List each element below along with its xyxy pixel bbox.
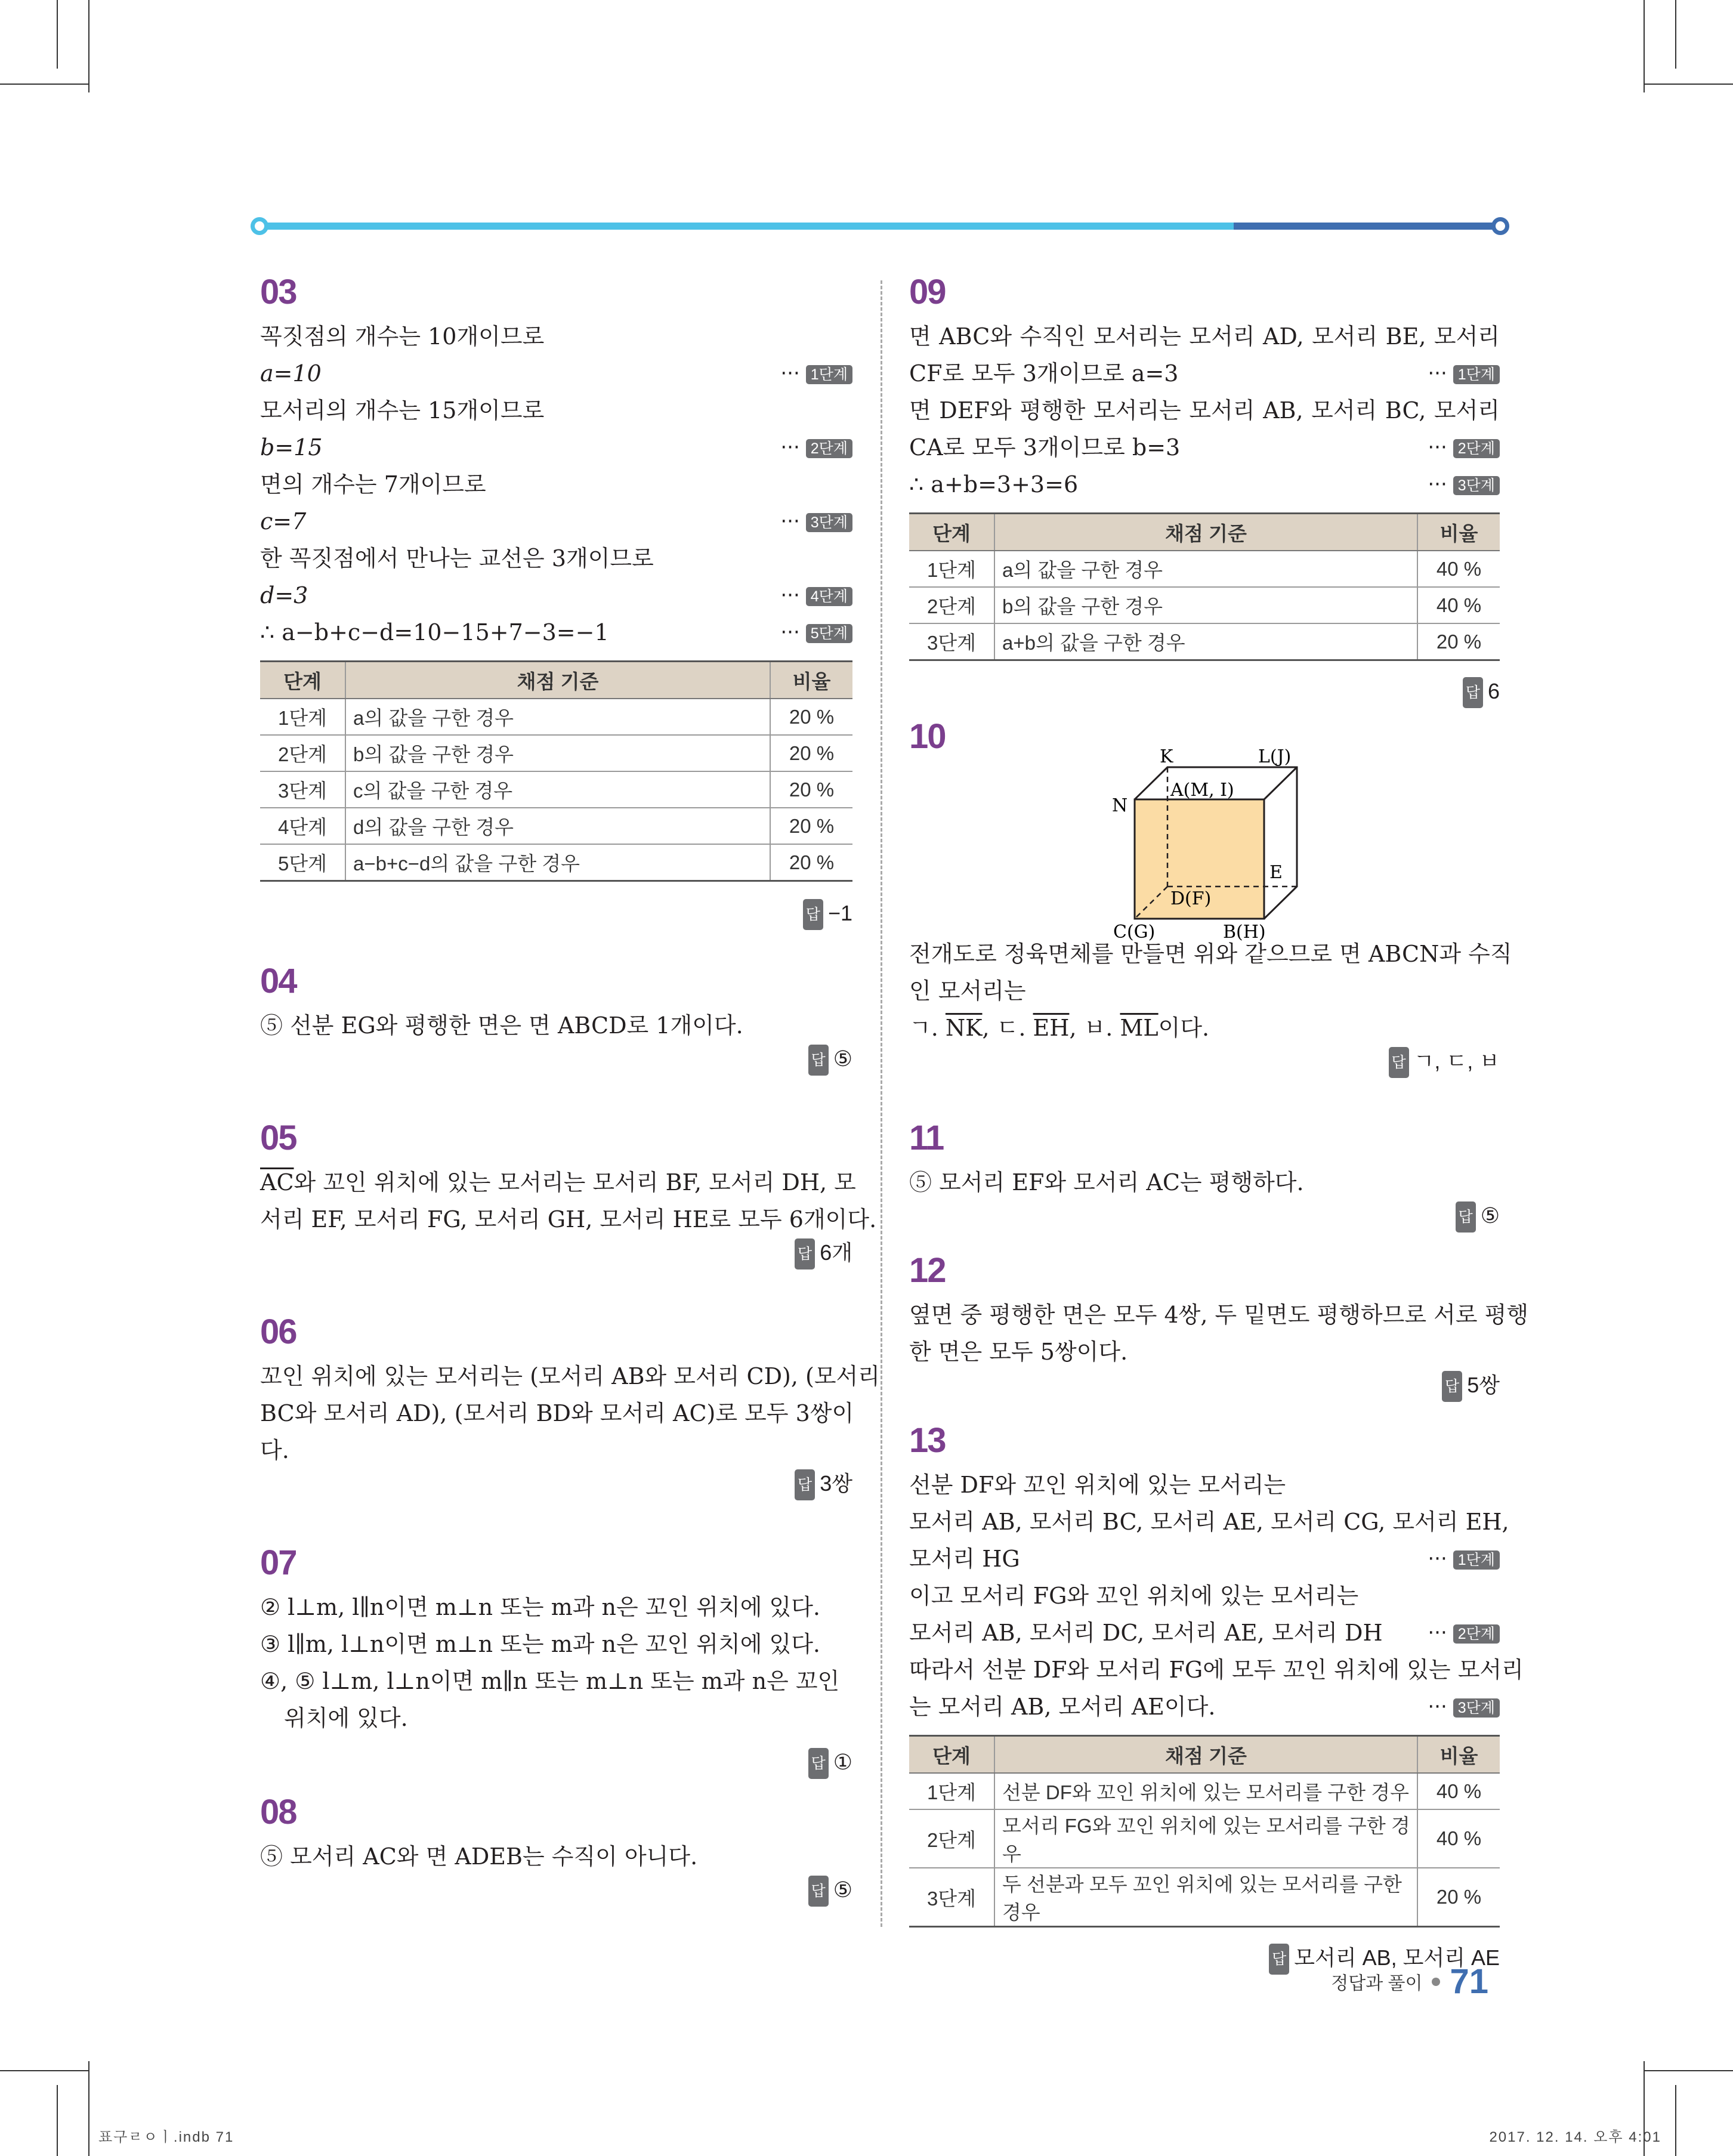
answer-badge: 답 [808, 1045, 829, 1076]
step-marker: ··· 3단계 [1428, 1688, 1500, 1725]
solution-line: 따라서 선분 DF와 모서리 FG에 모두 꼬인 위치에 있는 모서리 [909, 1657, 1524, 1683]
solution-line [260, 1164, 856, 1201]
table-row [909, 1773, 1500, 1809]
step-marker: ··· 3단계 [780, 503, 852, 540]
table-row [260, 699, 852, 735]
line-text: 선분 DF와 꼬인 위치에 있는 모서리는 [909, 1472, 1286, 1498]
table-row [909, 623, 1500, 660]
crop-mark [57, 0, 58, 69]
answer-value: −1 [827, 901, 852, 925]
solution-line: 꼬인 위치에 있는 모서리는 (모서리 AB와 모서리 CD), (모서리 [260, 1363, 880, 1389]
line-text: 이고 모서리 FG와 꼬인 위치에 있는 모서리는 [909, 1583, 1359, 1609]
criteria-cell: a의 값을 구한 경우 [994, 551, 1417, 587]
crop-mark [57, 2085, 58, 2156]
line-text: ② l⊥m, l∥n이면 m⊥n 또는 m과 n은 꼬인 위치에 있다. [260, 1594, 820, 1620]
table-row [909, 587, 1500, 623]
segment-label: $\overline{ML}$ [1120, 1015, 1159, 1041]
answer-value: 3쌍 [820, 1471, 852, 1496]
solution-line [260, 355, 852, 392]
step-marker: ··· 5단계 [780, 614, 852, 651]
solution-line [260, 466, 852, 503]
answer-line [260, 1747, 852, 1781]
solution-line [909, 1164, 1500, 1201]
solution-line [260, 1838, 852, 1875]
answer-badge: 답 [1456, 1201, 1476, 1233]
line-text: d=3 [260, 582, 308, 609]
stage-cell: 3단계 [909, 623, 994, 660]
solution-line [260, 614, 852, 651]
table-row [260, 808, 852, 844]
solution-line [260, 318, 852, 355]
cube-edge [1264, 767, 1297, 799]
ratio-cell: 20 % [770, 808, 852, 844]
solution-line [909, 1577, 1500, 1614]
problem-number: 11 [909, 1119, 944, 1157]
table-header: 채점 기준 [345, 662, 770, 699]
problem-number: 13 [909, 1421, 946, 1460]
item-label: , ㅂ. [1069, 1015, 1120, 1041]
page-number: 71 [1450, 1962, 1488, 2001]
ratio-cell: 40 % [1417, 1773, 1500, 1809]
crop-mark [88, 2061, 89, 2156]
solution-line [909, 466, 1500, 503]
solution-line: 전개도로 정육면체를 만들면 위와 같으므로 면 ABCN과 수직 [909, 941, 1512, 967]
ratio-cell: 40 % [1417, 587, 1500, 623]
answer-value: 5쌍 [1467, 1373, 1500, 1397]
step-badge: 1단계 [806, 365, 852, 384]
table-header: 채점 기준 [994, 514, 1417, 551]
stage-cell: 1단계 [909, 551, 994, 587]
solution-line [909, 1333, 1500, 1370]
line-text: ③ l∥m, l⊥n이면 m⊥n 또는 m과 n은 꼬인 위치에 있다. [260, 1631, 820, 1657]
table-row [260, 844, 852, 881]
ratio-cell: 20 % [1417, 1868, 1500, 1927]
solution-line [909, 1540, 1500, 1577]
step-marker: ··· 4단계 [780, 577, 852, 614]
segment-label: $\overline{NK}$ [945, 1015, 983, 1041]
answer-badge: 답 [1269, 1944, 1289, 1975]
item-label: 이다. [1158, 1015, 1210, 1041]
vertex-label: K [1160, 746, 1173, 767]
answer-line [260, 1238, 852, 1271]
line-text: ④, ⑤ l⊥m, l⊥n이면 m∥n 또는 m⊥n 또는 m과 n은 꼬인 [260, 1668, 840, 1694]
solution-line [260, 503, 852, 540]
crop-mark [1644, 2070, 1733, 2071]
solution-line [260, 1432, 852, 1469]
solution-line [909, 1009, 1500, 1046]
answer-line [260, 1044, 852, 1077]
header-bar-right-cap [1491, 217, 1509, 235]
vertex-label: A(M, I) [1170, 780, 1234, 801]
table-row [909, 551, 1500, 587]
table-header: 비율 [1417, 514, 1500, 551]
line-text: 모서리의 개수는 15개이므로 [260, 397, 545, 424]
crop-mark [0, 2070, 89, 2071]
answer-badge: 답 [808, 1876, 829, 1907]
line-text: 는 모서리 AB, 모서리 AE이다. [909, 1694, 1216, 1720]
table-header: 비율 [1417, 1736, 1500, 1774]
solution-line [909, 429, 1500, 466]
answer-value: 6개 [820, 1240, 852, 1265]
step-marker: ··· 2단계 [1428, 429, 1500, 466]
problem-09 [909, 271, 1500, 710]
criteria-cell: 두 선분과 모두 꼬인 위치에 있는 모서리를 구한 경우 [994, 1868, 1417, 1927]
table-row [260, 735, 852, 771]
step-badge: 5단계 [806, 624, 852, 643]
page-footer [1331, 1962, 1488, 2001]
table-header: 단계 [909, 1736, 994, 1774]
criteria-cell: c의 값을 구한 경우 [345, 771, 770, 808]
answer-line [909, 1046, 1500, 1080]
cube-figure [909, 745, 1500, 943]
answer-value: ① [833, 1750, 852, 1774]
solution-line: 면 DEF와 평행한 모서리는 모서리 AB, 모서리 BC, 모서리 [909, 397, 1500, 424]
segment-label: $\overline{EH}$ [1033, 1015, 1070, 1041]
step-marker: ··· 3단계 [1428, 466, 1500, 503]
line-text: ⑤ 모서리 AC와 면 ADEB는 수직이 아니다. [260, 1843, 698, 1870]
criteria-cell: b의 값을 구한 경우 [345, 735, 770, 771]
ratio-cell: 20 % [1417, 623, 1500, 660]
problem-number: 10 [909, 717, 946, 756]
line-text: 다. [260, 1437, 289, 1463]
answer-value: ⑤ [1480, 1203, 1500, 1228]
problem-number: 06 [260, 1312, 296, 1351]
step-badge: 3단계 [1453, 1698, 1500, 1718]
solution-line [260, 1626, 852, 1663]
line-text: CF로 모두 3개이므로 a=3 [909, 360, 1179, 387]
criteria-cell: a의 값을 구한 경우 [345, 699, 770, 735]
item-label: ㄱ. [909, 1015, 946, 1041]
solution-line [260, 1589, 852, 1626]
crop-mark [1675, 0, 1676, 69]
problem-number: 09 [909, 273, 946, 311]
answer-line [909, 677, 1500, 710]
solution-line: 모서리 AB, 모서리 BC, 모서리 AE, 모서리 CG, 모서리 EH, [909, 1509, 1509, 1535]
line-text: 위치에 있다. [284, 1705, 408, 1731]
crop-mark [0, 84, 89, 85]
footer-label: 정답과 풀이 [1331, 1973, 1423, 1994]
answer-line [260, 1469, 852, 1502]
solution-line [909, 1688, 1500, 1725]
line-text: 한 꼭짓점에서 만나는 교선은 3개이므로 [260, 545, 654, 572]
step-marker: ··· 1단계 [1428, 355, 1500, 392]
answer-value: ⑤ [833, 1046, 852, 1071]
answer-value: ㄱ, ㄷ, ㅂ [1413, 1049, 1500, 1073]
step-badge: 2단계 [1453, 1624, 1500, 1644]
step-marker: ··· 2단계 [1428, 1614, 1500, 1651]
table-header: 채점 기준 [994, 1736, 1417, 1774]
solution-line [260, 1201, 877, 1238]
line-text: CA로 모두 3개이므로 b=3 [909, 434, 1181, 461]
table-row [909, 1809, 1500, 1868]
line-text: 면의 개수는 7개이므로 [260, 471, 486, 498]
step-marker: ··· 1단계 [1428, 1540, 1500, 1577]
header-bar-light [261, 223, 1234, 230]
crop-mark [1644, 84, 1733, 85]
line-text: 모서리 HG [909, 1546, 1020, 1572]
criteria-cell: a+b의 값을 구한 경우 [994, 623, 1417, 660]
vertex-label: N [1112, 795, 1128, 816]
solution-line: 옆면 중 평행한 면은 모두 4쌍, 두 밑면도 평행하므로 서로 평행 [909, 1302, 1529, 1328]
step-marker: ··· 1단계 [780, 355, 852, 392]
answer-line [909, 1370, 1500, 1404]
stage-cell: 2단계 [909, 587, 994, 623]
grading-table [909, 1735, 1500, 1928]
solution-line [909, 1614, 1500, 1651]
solution-line [909, 355, 1500, 392]
answer-value: ⑤ [833, 1877, 852, 1902]
problem-05 [260, 1117, 877, 1271]
line-text: 모서리 AB, 모서리 DC, 모서리 AE, 모서리 DH [909, 1620, 1383, 1646]
solution-line: BC와 모서리 AD), (모서리 BD와 모서리 AC)로 모두 3쌍이 [260, 1400, 854, 1426]
answer-line [260, 898, 852, 932]
problem-13 [909, 1420, 1524, 1976]
stage-cell: 3단계 [260, 771, 345, 808]
answer-badge: 답 [795, 1469, 815, 1500]
solution-line [260, 540, 852, 577]
criteria-cell: 선분 DF와 꼬인 위치에 있는 모서리를 구한 경우 [994, 1773, 1417, 1809]
answer-badge: 답 [1389, 1047, 1409, 1078]
problem-number: 05 [260, 1119, 296, 1157]
problem-07 [260, 1542, 852, 1781]
solution-line [260, 392, 852, 429]
stage-cell: 1단계 [909, 1773, 994, 1809]
solution-line [260, 1007, 852, 1044]
answer-value: 모서리 AB, 모서리 AE [1294, 1945, 1500, 1970]
problem-number: 08 [260, 1793, 296, 1831]
solution-line [260, 429, 852, 466]
crop-mark [88, 0, 89, 92]
step-badge: 4단계 [806, 587, 852, 606]
ratio-cell: 20 % [770, 844, 852, 881]
line-text: ∴ a+b=3+3=6 [909, 471, 1079, 498]
solution-line [909, 972, 1500, 1009]
solution-line [260, 577, 852, 614]
table-header: 비율 [770, 662, 852, 699]
criteria-cell: a−b+c−d의 값을 구한 경우 [345, 844, 770, 881]
line-text: ⑤ 선분 EG와 평행한 면은 면 ABCD로 1개이다. [260, 1012, 743, 1039]
problem-number: 12 [909, 1251, 946, 1290]
stage-cell: 2단계 [909, 1809, 994, 1868]
footer-dot [1432, 1978, 1440, 1986]
answer-badge: 답 [803, 899, 823, 930]
vertex-label: B(H) [1223, 922, 1266, 943]
crop-mark [1644, 0, 1645, 92]
line-text: ∴ a−b+c−d=10−15+7−3=−1 [260, 619, 609, 645]
problem-number: 04 [260, 962, 296, 1000]
table-header: 단계 [909, 514, 994, 551]
ratio-cell: 20 % [770, 771, 852, 808]
answer-badge: 답 [1463, 677, 1483, 708]
criteria-cell: b의 값을 구한 경우 [994, 587, 1417, 623]
answer-line [260, 1875, 852, 1908]
line-text: c=7 [260, 508, 307, 535]
header-bar-dark [1234, 223, 1497, 230]
ratio-cell: 20 % [770, 735, 852, 771]
criteria-cell: d의 값을 구한 경우 [345, 808, 770, 844]
problem-10 [909, 716, 1512, 1080]
table-header: 단계 [260, 662, 345, 699]
grading-table [909, 512, 1500, 661]
problem-04 [260, 960, 852, 1077]
line-text: a=10 [260, 360, 322, 387]
header-bar-left-cap [251, 217, 268, 235]
step-badge: 2단계 [806, 439, 852, 458]
step-marker: ··· 2단계 [780, 429, 852, 466]
answer-line [909, 1201, 1500, 1234]
stage-cell: 1단계 [260, 699, 345, 735]
grading-table [260, 660, 852, 882]
line-text: 한 면은 모두 5쌍이다. [909, 1339, 1128, 1365]
segment-ac: $\overline{AC}$ [260, 1169, 294, 1196]
stage-cell: 5단계 [260, 844, 345, 881]
problem-number: 03 [260, 273, 296, 311]
print-slug-left: 표구ㄹㅇㅣ.indb 71 [98, 2129, 234, 2145]
solution-line [260, 1700, 852, 1737]
column-divider [881, 280, 882, 1927]
item-label: , ㄷ. [982, 1015, 1033, 1041]
step-badge: 3단계 [1453, 476, 1500, 495]
crop-mark [1675, 2085, 1676, 2156]
solution-line [260, 1663, 852, 1700]
step-badge: 1단계 [1453, 1550, 1500, 1570]
print-slug-right: 2017. 12. 14. 오후 4:01 [1489, 2129, 1661, 2145]
ratio-cell: 20 % [770, 699, 852, 735]
problem-03 [260, 271, 852, 932]
vertex-label: E [1269, 862, 1283, 883]
line-text: ⑤ 모서리 EF와 모서리 AC는 평행하다. [909, 1169, 1304, 1196]
vertex-label: L(J) [1258, 746, 1292, 767]
answer-badge: 답 [808, 1748, 829, 1779]
answer-badge: 답 [795, 1238, 815, 1269]
answer-badge: 답 [1442, 1371, 1462, 1402]
ratio-cell: 40 % [1417, 551, 1500, 587]
line-text: 인 모서리는 [909, 978, 1026, 1004]
step-badge: 3단계 [806, 513, 852, 532]
problem-08 [260, 1791, 852, 1908]
stage-cell: 2단계 [260, 735, 345, 771]
line-text: b=15 [260, 434, 323, 461]
criteria-cell: 모서리 FG와 꼬인 위치에 있는 모서리를 구한 경우 [994, 1809, 1417, 1868]
vertex-label: D(F) [1170, 888, 1212, 909]
solution-line: 면 ABC와 수직인 모서리는 모서리 AD, 모서리 BE, 모서리 [909, 323, 1500, 350]
line-text: 와 꼬인 위치에 있는 모서리는 모서리 BF, 모서리 DH, 모 [294, 1169, 856, 1196]
step-badge: 1단계 [1453, 365, 1500, 384]
problem-11 [909, 1117, 1500, 1234]
solution-line [909, 1466, 1500, 1503]
vertex-label: C(G) [1113, 922, 1156, 943]
problem-06 [260, 1311, 880, 1502]
stage-cell: 3단계 [909, 1868, 994, 1927]
answer-value: 6 [1487, 679, 1500, 703]
header-bar [251, 217, 1509, 235]
problem-number: 07 [260, 1543, 296, 1582]
table-row [909, 1868, 1500, 1927]
step-badge: 2단계 [1453, 439, 1500, 458]
line-text: 꼭짓점의 개수는 10개이므로 [260, 323, 545, 350]
ratio-cell: 40 % [1417, 1809, 1500, 1868]
line-text: 서리 EF, 모서리 FG, 모서리 GH, 모서리 HE로 모두 6개이다. [260, 1206, 877, 1233]
problem-12 [909, 1250, 1529, 1404]
table-row [260, 771, 852, 808]
stage-cell: 4단계 [260, 808, 345, 844]
